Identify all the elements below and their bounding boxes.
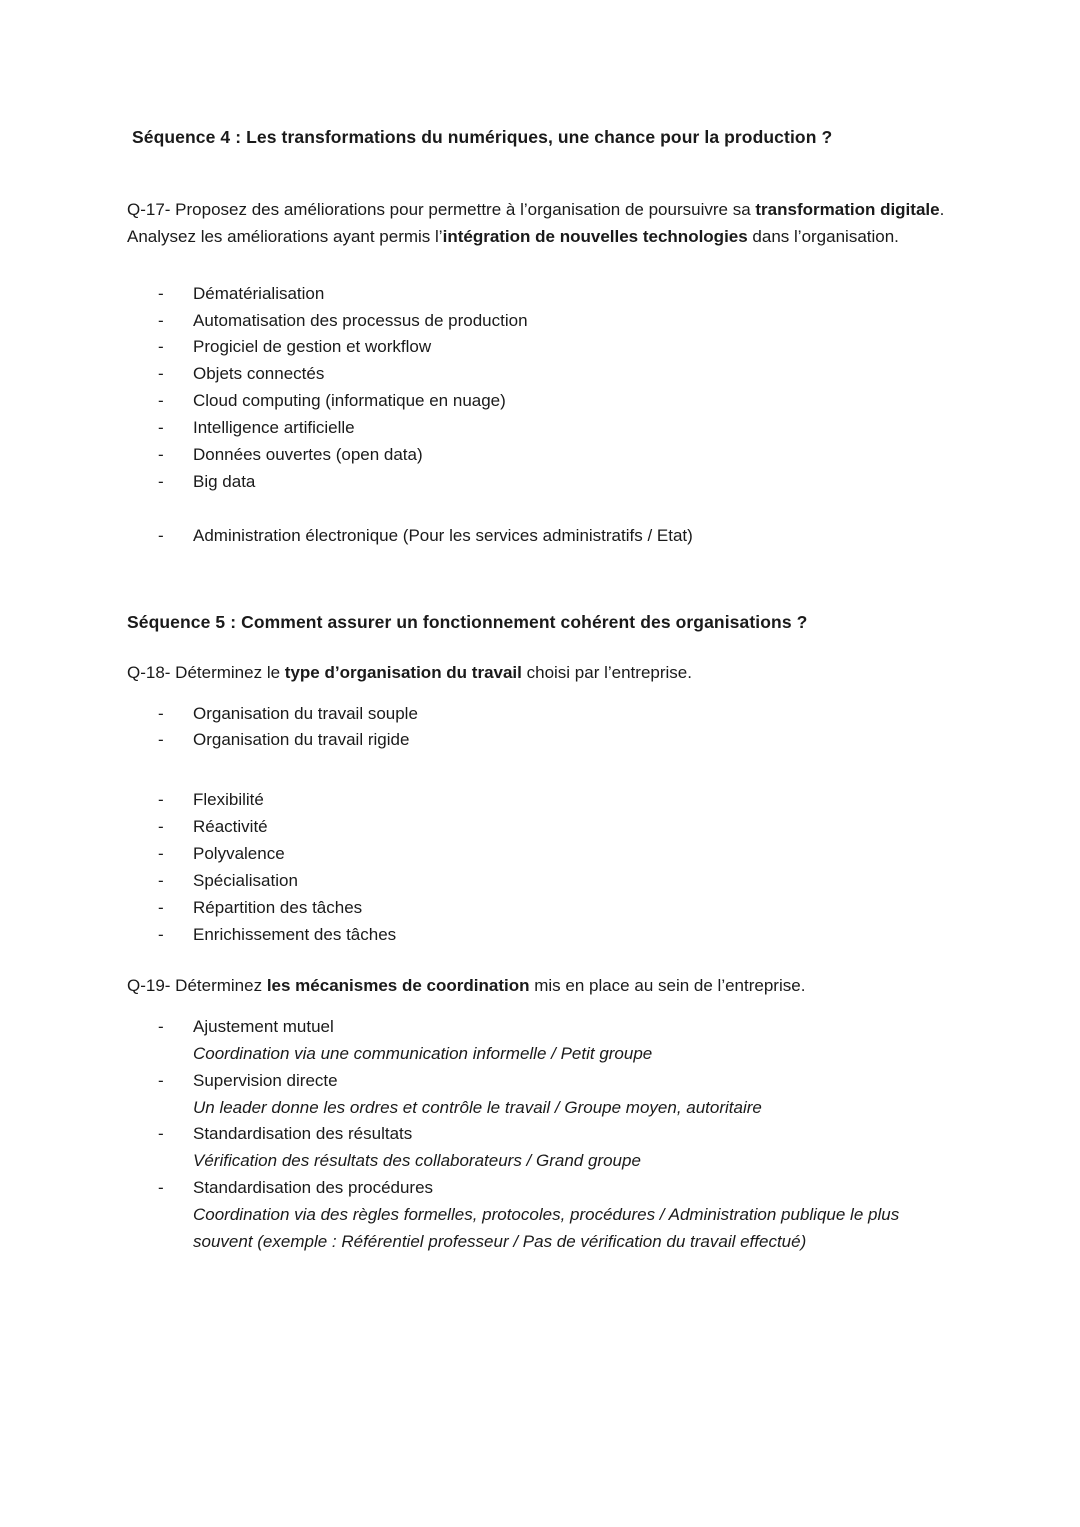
question-18-answer-group-2	[127, 787, 947, 948]
list-item	[127, 787, 947, 814]
list-item	[127, 1121, 947, 1175]
list-item-label: Automatisation des processus de production	[193, 310, 528, 330]
list-item	[127, 308, 947, 335]
list-item	[127, 281, 947, 308]
list-item	[127, 361, 947, 388]
list-item	[127, 469, 947, 496]
question-17-prefix: Q-17- Proposez des améliorations pour permettre à l’organisation de poursuivre sa	[127, 199, 756, 219]
list-item-label: Organisation du travail souple	[193, 703, 418, 723]
list-item-label: Enrichissement des tâches	[193, 924, 397, 944]
question-17-line-2-suffix: dans l’organisation.	[747, 227, 899, 247]
question-17	[127, 196, 947, 224]
question-17-line-2	[127, 223, 947, 251]
bullet-dash-icon: -	[158, 897, 164, 917]
bullet-dash-icon: -	[158, 703, 164, 723]
list-item	[127, 868, 947, 895]
bullet-dash-icon: -	[158, 817, 164, 837]
bullet-dash-icon: -	[158, 1070, 164, 1090]
bullet-dash-icon: -	[158, 471, 164, 491]
bullet-dash-icon: -	[158, 283, 164, 303]
list-item-label: Intelligence artificielle	[193, 417, 355, 437]
list-item-label: Flexibilité	[193, 790, 264, 810]
list-item	[127, 334, 947, 361]
bullet-dash-icon: -	[158, 337, 164, 357]
list-item-label: Supervision directe	[193, 1070, 338, 1090]
list-item-label: Polyvalence	[193, 844, 285, 864]
list-item	[127, 922, 947, 949]
list-item	[127, 895, 947, 922]
list-item-note: Vérification des résultats des collaborateurs / Grand groupe	[193, 1151, 641, 1171]
question-17-line-2-prefix: Analysez les améliorations ayant permis l’	[127, 227, 443, 247]
list-item	[127, 841, 947, 868]
list-item-label: Spécialisation	[193, 870, 298, 890]
sequence-4-answer-list	[127, 281, 947, 496]
list-item-label: Données ouvertes (open data)	[193, 444, 423, 464]
list-item-label: Réactivité	[193, 817, 268, 837]
list-item-label: Big data	[193, 471, 256, 491]
list-item	[127, 388, 947, 415]
bullet-dash-icon: -	[158, 525, 164, 545]
list-item-note: Coordination via des règles formelles, protocoles, procédures / Administration publique le plus souvent (exemple : Référentiel professeur / Pas de vérification du travail effectué)	[193, 1205, 900, 1251]
list-item	[127, 814, 947, 841]
sequence-4-answer-list-extra	[127, 523, 947, 550]
question-17-line-2-bold: intégration de nouvelles technologies	[442, 227, 748, 247]
list-item-label: Progiciel de gestion et workflow	[193, 337, 432, 357]
list-item	[127, 415, 947, 442]
list-item	[127, 1175, 947, 1256]
question-17-bold: transformation digitale	[755, 199, 940, 219]
list-item-label: Ajustement mutuel	[193, 1016, 334, 1036]
list-item	[127, 442, 947, 469]
question-18-bold: type d’organisation du travail	[284, 663, 522, 683]
question-19	[127, 972, 947, 1000]
sequence-4-heading: Séquence 4 : Les transformations du numériques, une chance pour la production ?	[132, 127, 833, 147]
list-item	[127, 727, 947, 754]
question-19-prefix: Q-19- Déterminez	[127, 976, 267, 996]
bullet-dash-icon: -	[158, 844, 164, 864]
bullet-dash-icon: -	[158, 1124, 164, 1144]
list-item	[127, 1068, 947, 1122]
bullet-dash-icon: -	[158, 444, 164, 464]
list-item-note: Coordination via une communication informelle / Petit groupe	[193, 1043, 653, 1063]
question-18	[127, 659, 947, 687]
list-item	[127, 701, 947, 728]
document-body	[127, 126, 947, 1256]
list-item-label: Objets connectés	[193, 364, 325, 384]
question-19-suffix: mis en place au sein de l’entreprise.	[529, 976, 806, 996]
question-18-suffix: choisi par l’entreprise.	[521, 663, 692, 683]
list-item-label: Cloud computing (informatique en nuage)	[193, 391, 506, 411]
list-item-note: Un leader donne les ordres et contrôle le travail / Groupe moyen, autoritaire	[193, 1097, 762, 1117]
list-item	[127, 523, 947, 550]
bullet-dash-icon: -	[158, 924, 164, 944]
bullet-dash-icon: -	[158, 364, 164, 384]
bullet-dash-icon: -	[158, 391, 164, 411]
bullet-dash-icon: -	[158, 730, 164, 750]
question-17-suffix: .	[939, 199, 945, 219]
bullet-dash-icon: -	[158, 1178, 164, 1198]
list-item-label: Répartition des tâches	[193, 897, 363, 917]
list-item-label: Standardisation des procédures	[193, 1178, 434, 1198]
bullet-dash-icon: -	[158, 790, 164, 810]
sequence-5-heading: Séquence 5 : Comment assurer un fonctionnement cohérent des organisations ?	[127, 612, 808, 633]
question-18-answer-group-1	[127, 701, 947, 755]
bullet-dash-icon: -	[158, 1016, 164, 1036]
bullet-dash-icon: -	[158, 870, 164, 890]
list-item-label: Dématérialisation	[193, 283, 325, 303]
list-item-label: Organisation du travail rigide	[193, 730, 410, 750]
bullet-dash-icon: -	[158, 417, 164, 437]
question-19-bold: les mécanismes de coordination	[266, 976, 530, 996]
question-18-prefix: Q-18- Déterminez le	[127, 663, 285, 683]
list-item-label: Administration électronique (Pour les services administratifs / Etat)	[193, 525, 693, 545]
question-19-answer-list	[127, 1014, 947, 1256]
list-item-label: Standardisation des résultats	[193, 1124, 413, 1144]
bullet-dash-icon: -	[158, 310, 164, 330]
list-item	[127, 1014, 947, 1068]
